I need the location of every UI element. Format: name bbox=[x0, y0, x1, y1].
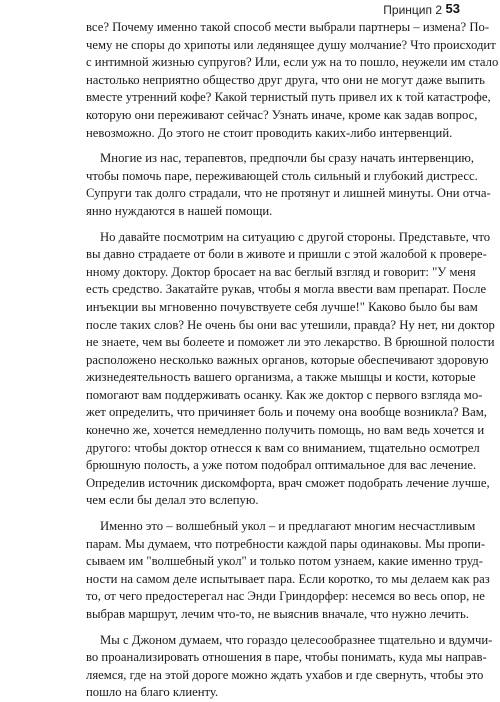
text-line: инъекции вы мгновенно почувствуете себя лучше!" Каково было бы вам bbox=[86, 299, 478, 314]
text-line: нному доктору. Доктор бросает на вас беглый взгляд и говорит: "У меня bbox=[86, 264, 476, 279]
text-line: с интимной жизнью супругов? Или, если уж на то пошло, неужели им стало bbox=[86, 55, 499, 70]
text-line: не знаете, чем вы болеете и поможет ли это лекарство. В брюшной полости bbox=[86, 335, 495, 350]
running-header bbox=[0, 0, 500, 18]
text-line: помогают вам поддерживать осанку. Как же доктор с первого взгляда мо- bbox=[86, 387, 483, 402]
paragraph bbox=[86, 632, 493, 702]
text-line: расположено несколько важных органов, которые обеспечивают здоровую bbox=[86, 352, 489, 367]
text-line: после таких слов? Не очень бы они вас утешили, правда? Ну нет, ни доктор bbox=[86, 317, 495, 332]
text-line: ности на самом деле испытывает пара. Если коротко, то мы делаем как раз bbox=[86, 571, 490, 586]
page-body bbox=[86, 19, 499, 702]
text-line: вы давно страдаете от боли в животе и пришли с этой жалобой к провере- bbox=[86, 247, 487, 262]
text-line: чему не споры до хрипоты или ледянящее душу молчание? Что происходит bbox=[86, 37, 496, 52]
text-line: Определив источник дискомфорта, врач сможет подобрать лечение лучше, bbox=[86, 475, 490, 490]
text-line: настолько неприятно общество друг друга, что они не могут даже выпить bbox=[86, 72, 485, 87]
text-line: Именно это – волшебный укол – и предлагают многим несчастливым bbox=[100, 519, 476, 534]
text-line: Многие из нас, терапевтов, предпочли бы сразу начать интервенцию, bbox=[100, 151, 475, 166]
text-line: во проанализировать отношения в паре, чтобы понимать, куда мы направ- bbox=[86, 650, 487, 665]
text-line: выбрав маршрут, лечим что-то, не выяснив вначале, что нужно лечить. bbox=[86, 607, 469, 621]
text-line: невозможно. До этого не стоит проводить каких-либо интервенций. bbox=[86, 125, 453, 140]
text-line: ляемся, где на этой дороге можно ждать ухабов и где свернуть, чтобы это bbox=[86, 667, 484, 682]
text-line: янно нуждаются в нашей помощи. bbox=[86, 203, 273, 218]
text-line: другого: чтобы доктор отнесся к вам со вниманием, тщательно осмотрел bbox=[86, 440, 480, 455]
page-number: 53 bbox=[445, 1, 460, 16]
text-line: Но давайте посмотрим на ситуацию с другой стороны. Представьте, что bbox=[100, 229, 491, 244]
text-line: Мы с Джоном думаем, что гораздо целесообразнее тщательно и вдумчи- bbox=[100, 632, 493, 647]
paragraph bbox=[86, 229, 495, 511]
text-line: чем если бы делал это вслепую. bbox=[86, 493, 259, 508]
text-line: пошло на благо клиенту. bbox=[86, 685, 219, 700]
paragraph bbox=[86, 150, 491, 220]
text-line: вместе утренний кофе? Какой тернистый путь привел их к той катастрофе, bbox=[86, 90, 491, 105]
text-line: парам. Мы думаем, что потребности каждой пары одинаковы. Мы пропи- bbox=[86, 536, 486, 551]
text-line: сываем им "волшебный укол" и только потом узнаем, какие именно труд- bbox=[86, 554, 483, 569]
text-line: которую они переживают сейчас? Узнать иначе, кроме как задав вопрос, bbox=[86, 107, 478, 122]
text-line: все? Почему именно такой способ мести выбрали партнеры – измена? По- bbox=[86, 20, 490, 34]
text-line: конечно же, хочется немедленно получить помощь, но вам ведь хочется и bbox=[86, 423, 485, 438]
text-line: жизнедеятельность вашего организма, а также мышцы и кости, которые bbox=[86, 370, 476, 385]
text-line: чтобы помочь паре, переживающей столь сильный и глубокий дистресс. bbox=[86, 168, 478, 183]
text-line: жет определить, что причиняет боль и почему она вообще возникла? Вам, bbox=[86, 405, 487, 420]
paragraph bbox=[86, 19, 499, 142]
text-line: то, от чего предостерегал нас Энди Гриндорфер: несемся во весь опор, не bbox=[86, 589, 485, 604]
paragraph bbox=[86, 518, 490, 624]
text-line: Супруги так долго страдали, что не протянут и лишней минуты. Они отча- bbox=[86, 186, 491, 201]
text-line: есть средство. Закатайте рукав, чтобы я могла ввести вам препарат. После bbox=[86, 282, 487, 297]
text-line: брюшную полость, а уже потом подобрал оптимальное для вас лечение. bbox=[86, 458, 477, 473]
chapter-title: Принцип 2 bbox=[383, 3, 442, 17]
